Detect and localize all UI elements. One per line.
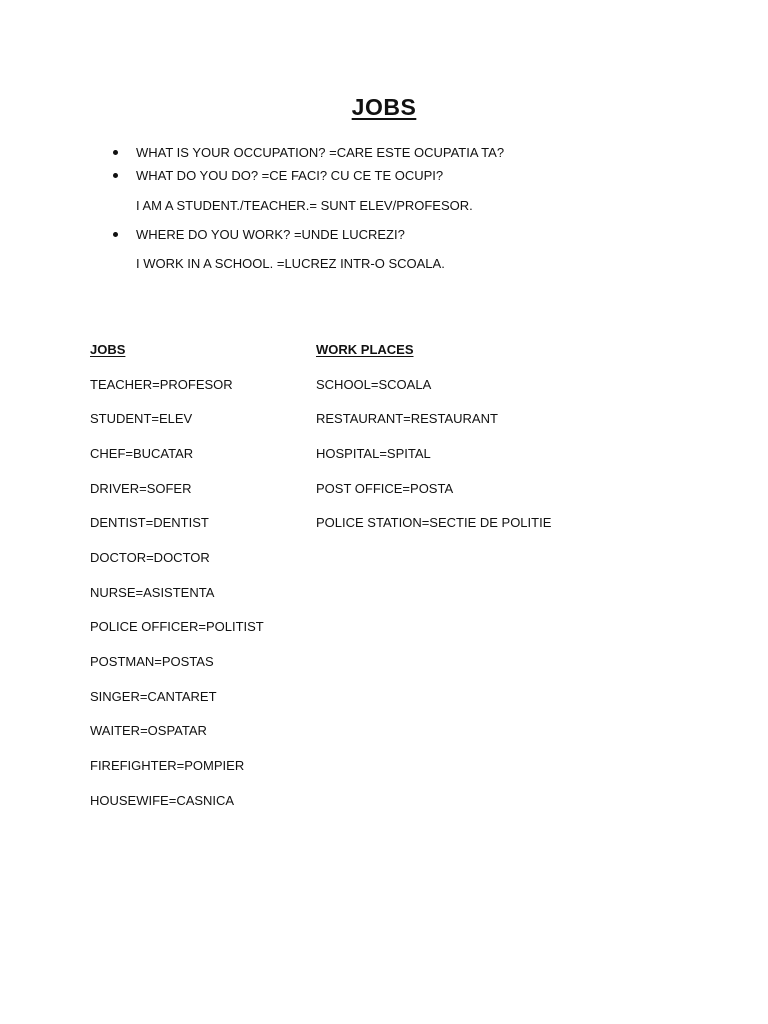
job-item: TEACHER=PROFESOR [90, 376, 233, 392]
work-place-item: POST OFFICE=POSTA [316, 480, 454, 496]
question-item [112, 223, 712, 246]
question-text: WHAT IS YOUR OCCUPATION? =CARE ESTE OCUPATIA TA? [136, 145, 505, 160]
job-item: POSTMAN=POSTAS [90, 654, 214, 669]
job-item: CHEF=BUCATAR [90, 445, 194, 461]
question-text: WHERE DO YOU WORK? =UNDE LUCREZI? [136, 227, 405, 242]
job-item: NURSE=ASISTENTA [90, 584, 215, 600]
job-item: DOCTOR=DOCTOR [90, 549, 210, 565]
work-places-heading: WORK PLACES [316, 342, 414, 357]
question-item [112, 141, 712, 164]
bullet-icon [113, 232, 118, 237]
work-place-item: SCHOOL=SCOALA [316, 376, 432, 392]
job-item: DRIVER=SOFER [90, 480, 192, 496]
job-item: SINGER=CANTARET [90, 688, 217, 704]
jobs-column [90, 339, 264, 824]
job-item: STUDENT=ELEV [90, 411, 193, 427]
job-item: POLICE OFFICER=POLITIST [90, 619, 264, 635]
question-item [112, 164, 712, 187]
bullet-icon [113, 150, 118, 155]
page-title: JOBS [351, 94, 417, 120]
work-place-item: POLICE STATION=SECTIE DE POLITIE [316, 515, 552, 531]
bullet-icon [113, 173, 118, 178]
question-text: WHAT DO YOU DO? =CE FACI? CU CE TE OCUPI? [136, 168, 444, 183]
job-item: WAITER=OSPATAR [90, 723, 207, 739]
jobs-heading: JOBS [90, 342, 126, 357]
answer-text: I WORK IN A SCHOOL. =LUCREZ INTR-O SCOALA. [136, 256, 445, 271]
work-place-item: HOSPITAL=SPITAL [316, 445, 431, 461]
question-list [112, 141, 712, 281]
work-places-column [316, 339, 551, 547]
job-item: FIREFIGHTER=POMPIER [90, 758, 245, 774]
work-place-item: RESTAURANT=RESTAURANT [316, 411, 498, 427]
answer-text: I AM A STUDENT./TEACHER.= SUNT ELEV/PROFESOR. [136, 198, 473, 213]
job-item: DENTIST=DENTIST [90, 515, 209, 531]
job-item: HOUSEWIFE=CASNICA [90, 792, 235, 808]
